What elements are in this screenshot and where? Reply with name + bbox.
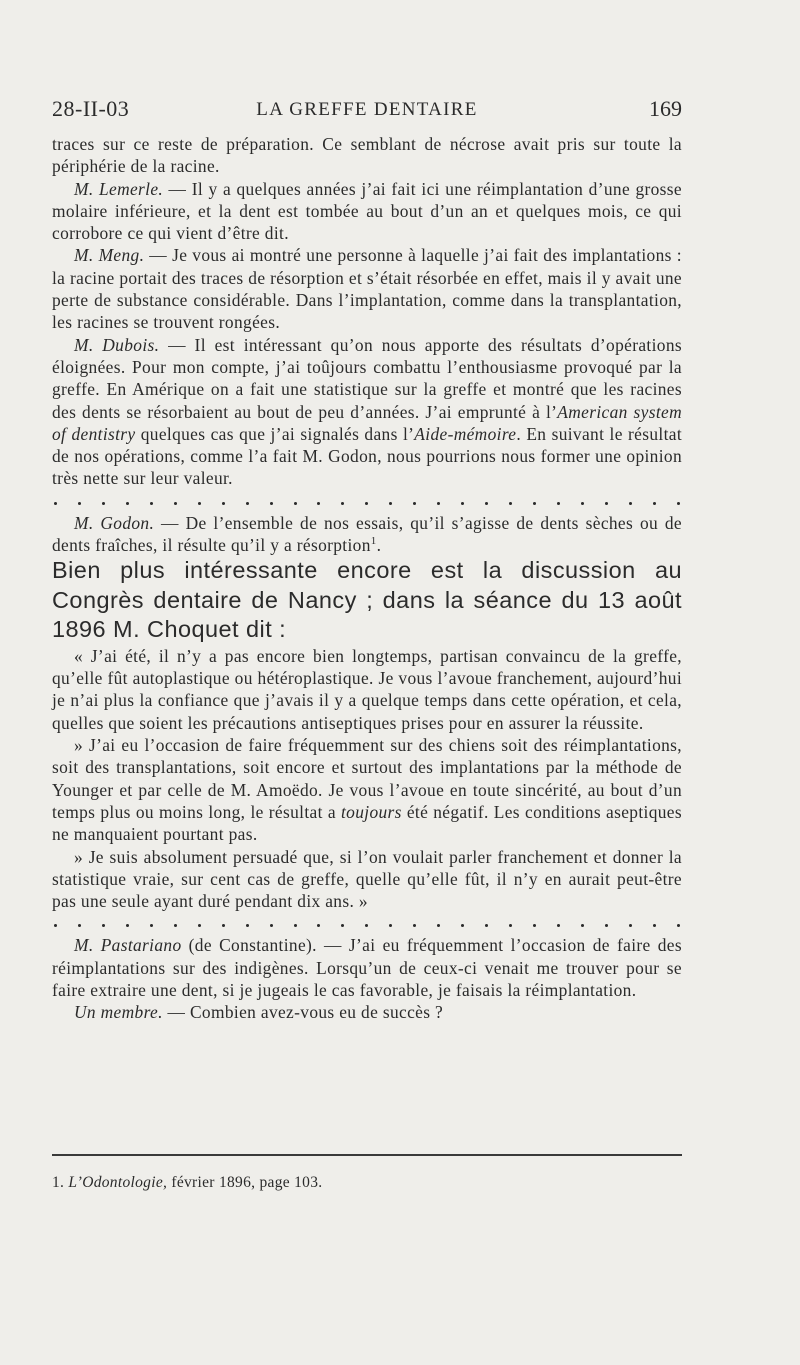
quote-paragraph-1: « J’ai été, il n’y a pas encore bien longtemps, partisan convaincu de la greffe, qu’elle fût autoplastique ou hétéroplastique. Je vous l’avoue franchement, aujourd’hui je n’ai plus la confiance que j’avais il y a quelque temps dans cette opération, et cela, quelles que soient les précautions antiseptiques prises pour en assurer la réussite. — [52, 645, 682, 733]
quote-paragraph-3: » Je suis absolument persuadé que, si l’on voulait parler franchement et donner la statistique vraie, sur cent cas de greffe, quelle qu’elle fût, il n’y en aurait peut-être pas une seule ayant duré pendant dix ans. » — [52, 846, 682, 912]
footnote-ref: 1 — [370, 535, 377, 548]
speaker-name: M. Godon. — [74, 512, 155, 533]
paragraph-meng: M. Meng. — Je vous ai montré une personne à laquelle j’ai fait des implantations : la racine portait des traces de résorption et s’était résorbée en effet, mais il y avait une perte de substance considérable. Dans l’implantation, comme dans la transplantation, les racines se trouvent rongées. — [52, 245, 682, 333]
paragraph-continuation: traces sur ce reste de préparation. Ce semblant de nécrose avait pris sur toute la périphérie de la racine. — [52, 134, 682, 177]
book-title: American system of dentistry — [52, 401, 682, 444]
book-title: Aide-mémoire — [414, 423, 517, 444]
speaker-name: M. Meng. — [74, 245, 145, 266]
running-header — [52, 96, 682, 128]
header-date: 28-II-03 — [52, 96, 130, 121]
paragraph-membre: Un membre. — Combien avez-vous eu de succès ? — [74, 1002, 444, 1023]
speaker-name: Un membre. — [74, 1002, 163, 1023]
ellipsis-divider — [52, 492, 682, 512]
journal-title: L’Odontologie, — [68, 1174, 168, 1191]
speaker-name: M. Pastariano — [74, 935, 182, 956]
paragraph-dubois: M. Dubois. — Il est intéressant qu’on nous apporte des résultats d’opérations éloignées. Pour mon compte, j’ai toûjours combattu l’enthousiasme provoqué par la greffe. En Amérique on a fait une statistique sur la greffe et montré que les racines des dents se résorbaient au bout de peu d’années. J’ai emprunté à l’American system of dentistry quelques cas que j’ai signalés dans l’Aide-mémoire. En suivant le résultat de nos opérations, comme l’a fait M. Godon, nous pourrions nous former une opinion très nette sur leur valeur. — [52, 334, 683, 489]
speaker-name: M. Lemerle. — [74, 178, 164, 199]
footnote: 1. L’Odontologie, février 1896, page 103. — [52, 1174, 323, 1191]
page-number: 169 — [649, 96, 682, 121]
section-paragraph: Bien plus intéressante encore est la discussion au Congrès dentaire de Nancy ; dans la séance du 13 août 1896 M. Choquet dit : — [52, 557, 682, 643]
speaker-name: M. Dubois. — [74, 334, 160, 355]
footnote-rule — [52, 1154, 682, 1156]
emphasis: toujours — [341, 801, 402, 822]
paragraph-godon: M. Godon. — De l’ensemble de nos essais, qu’il s’agisse de dents sèches ou de dents fraîches, il résulte qu’il y a résorption$^1$. — [52, 512, 682, 556]
body-text — [52, 133, 682, 1024]
ellipsis-divider — [52, 914, 682, 934]
paragraph-lemerle: M. Lemerle. — Il y a quelques années j’ai fait ici une réimplantation d’une grosse molaire inférieure, et la dent est tombée au bout d’un an et quelques mois, ce qui corrobore ce qui vient d’être dit. — [52, 178, 682, 244]
header-title: LA GREFFE DENTAIRE — [256, 99, 478, 120]
quote-paragraph-2: » J’ai eu l’occasion de faire fréquemment sur des chiens soit des réimplantations, soit des transplantations, soit encore et surtout des implantations par la méthode de Younger et par celle de M. Amoëdo. Je vous l’avoue en toute sincérité, au bout d’un temps plus ou moins long, le résultat a toujours été négatif. Les conditions aseptiques ne manquaient pourtant pas. — [52, 735, 682, 845]
paragraph-pastariano: M. Pastariano (de Constantine). — J’ai eu fréquemment l’occasion de faire des réimplantations sur des indigènes. Lorsqu’un de ceux-ci venait me trouver pour se faire extraire une dent, si je jugeais le cas favorable, je faisais la réimplantation. — [52, 935, 682, 1000]
